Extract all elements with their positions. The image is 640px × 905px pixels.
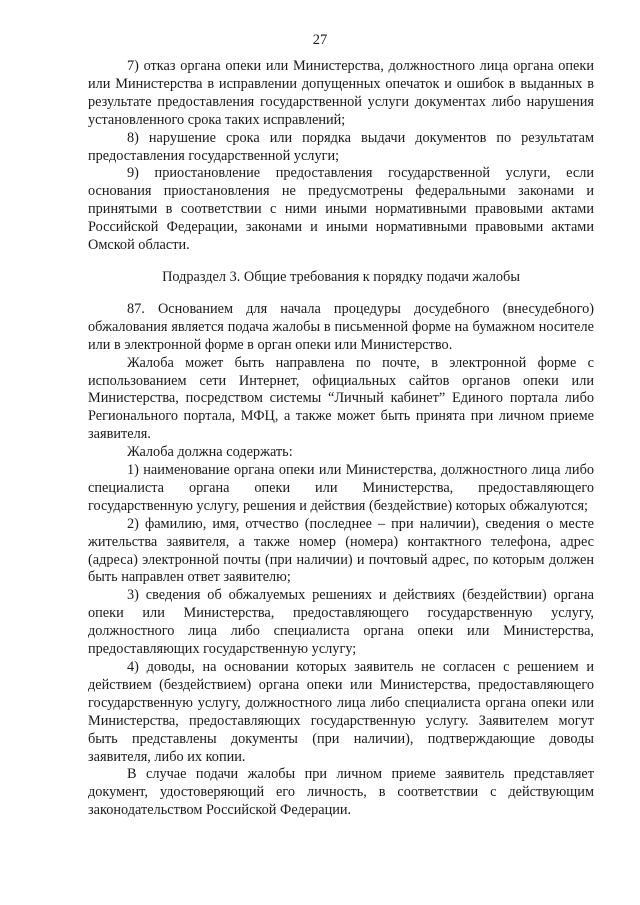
paragraph-item-8: 8) нарушение срока или порядка выдачи документов по результатам предоставления государственной услуги; [88,129,594,164]
paragraph-complaint-channels: Жалоба может быть направлена по почте, в электронной форме с использованием сети Интернет, официальных сайтов органов опеки или Министерства, посредством системы “Личный кабинет” Единого портала либо Регионального портала, МФЦ, а также может быть принята при личном приеме заявителя. [88,354,594,443]
paragraph-87: 87. Основанием для начала процедуры досудебного (внесудебного) обжалования является подача жалобы в письменной форме на бумажном носителе или в электронной форме в орган опеки или Министерство. [88,300,594,353]
page-number: 27 [312,32,328,48]
document-body [88,58,594,820]
paragraph-contents-item-4: 4) доводы, на основании которых заявитель не согласен с решением и действием (бездействием) органа опеки или Министерства, предоставляющего государственную услугу, должностного лица либо специалиста органа опеки или Министерства, предоставляющих государственную услугу. Заявителем могут быть представлены документы (при наличии), подтверждающие доводы заявителя, либо их копии. [88,659,594,765]
paragraph-item-7: 7) отказ органа опеки или Министерства, должностного лица органа опеки или Министерства в исправлении допущенных опечаток и ошибок в выданных в результате предоставления государственной услуги документах либо нарушения установленного срока таких исправлений; [88,58,594,128]
section-heading: Подраздел 3. Общие требования к порядку подачи жалобы [162,268,520,285]
paragraph-contents-item-2: 2) фамилию, имя, отчество (последнее – при наличии), сведения о месте жительства заявителя, а также номер (номера) контактного телефона, адрес (адреса) электронной почты (при наличии) и почтовый адрес, по которым должен быть направлен ответ заявителю; [88,515,594,586]
paragraph-item-9: 9) приостановление предоставления государственной услуги, если основания приостановления не предусмотрены федеральными законами и принятыми в соответствии с ними иными нормативными правовыми актами Российской Федерации, законами и иными нормативными правовыми актами Омской области. [88,165,594,254]
paragraph-complaint-contents-intro: Жалоба должна содержать: [127,444,293,461]
paragraph-personal-reception: В случае подачи жалобы при личном приеме заявитель представляет документ, удостоверяющий его личность, в соответствии с действующим законодательством Российской Федерации. [88,766,594,819]
paragraph-contents-item-3: 3) сведения об обжалуемых решениях и действиях (бездействии) органа опеки или Министерства, предоставляющего государственную услугу, должностного лица либо специалиста органа опеки или Министерства, предоставляющих государственную услугу; [88,587,594,658]
paragraph-contents-item-1: 1) наименование органа опеки или Министерства, должностного лица либо специалиста органа опеки или Министерства, предоставляющего государственную услугу, решения и действия (бездействие) которых обжалуются; [88,462,594,514]
